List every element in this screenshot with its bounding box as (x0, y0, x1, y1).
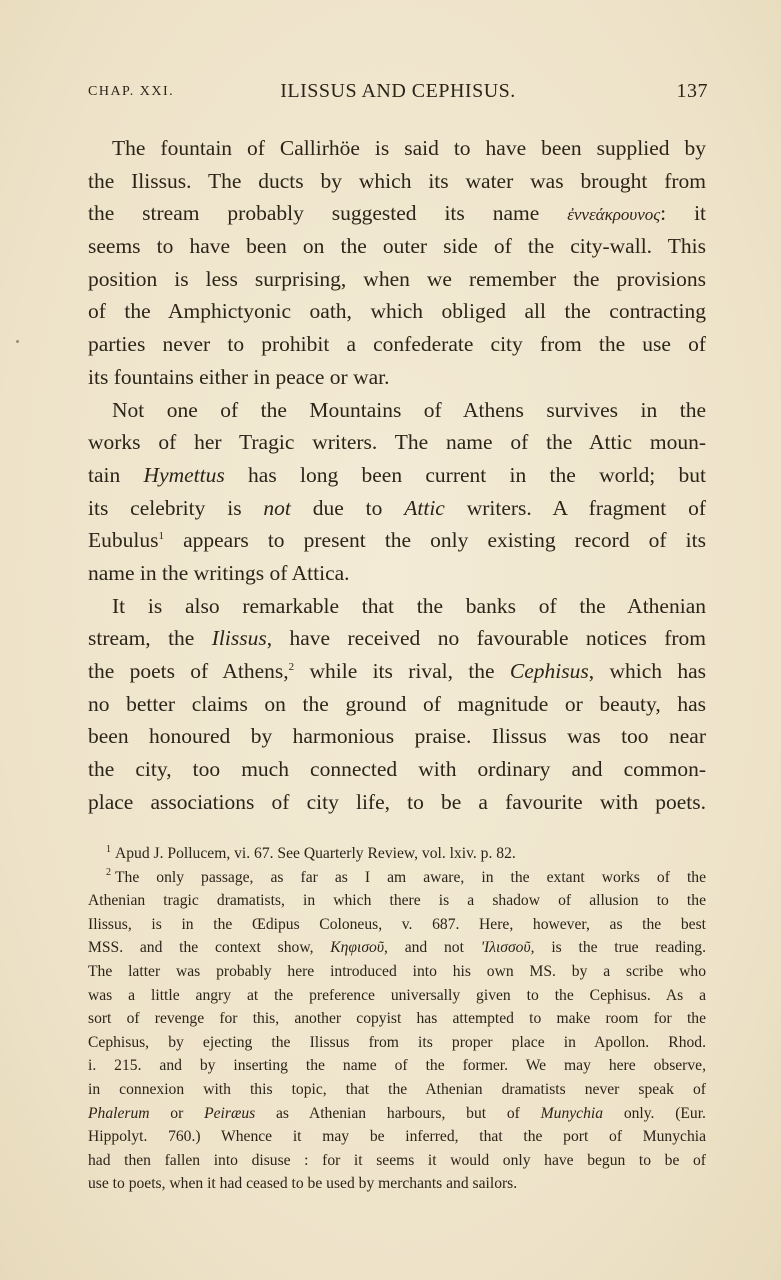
text-line: of the Amphictyonic oath, which obliged all the contracting (88, 299, 706, 324)
text-line: its fountains either in peace or war. (88, 364, 390, 389)
text-line: the stream probably suggested its name ἐννεάκρουνος: it (88, 201, 707, 226)
text-line: Not one of the Mountains of Athens survives in the (112, 397, 706, 422)
footnote-line: Cephisus, by ejecting the Ilissus from its proper place in Apollon. Rhod. (88, 1033, 706, 1051)
text-line: works of her Tragic writers. The name of the Attic moun- (88, 430, 706, 455)
footnote-ref: 1 (158, 530, 164, 543)
text-line: the city, too much connected with ordinary and common- (88, 757, 706, 782)
text-line: position is less surprising, when we remember the provisions (88, 266, 706, 291)
footnote-line: Ilissus, is in the Œdipus Coloneus, v. 687. Here, however, as the best (88, 915, 706, 933)
text-line: place associations of city life, to be a favourite with poets. (88, 789, 706, 814)
footnote-1: $^1$ Apud J. Pollucem, vi. 67. See Quarterly Review, vol. lxiv. p. 82. (106, 843, 516, 862)
text-line: the poets of Athens,$^2$ while its rival, the Cephisus, which has (88, 659, 706, 683)
footnote-line: use to poets, when it had ceased to be used by merchants and sailors. (88, 1175, 518, 1193)
running-head (88, 80, 708, 106)
footnote-line: Phalerum or Peiræus as Athenian harbours, but of Munychia only. (Eur. (88, 1104, 706, 1122)
footnote-line: i. 215. and by inserting the name of the former. We may here observe, (88, 1057, 706, 1075)
text-line: seems to have been on the outer side of the city-wall. This (88, 234, 706, 259)
footnote-line: MSS. and the context show, Κηφισοῦ, and not 'Ιλισσοῦ, is the true reading. (88, 939, 706, 957)
text-line: been honoured by harmonious praise. Ilissus was too near (88, 724, 706, 749)
footnote-2: $^2$ The only passage, as far as I am aware, in the extant works of the (106, 867, 706, 886)
footnote-line: in connexion with this topic, that the Athenian dramatists never speak of (88, 1080, 706, 1098)
text-line: parties never to prohibit a confederate city from the use of (88, 332, 706, 357)
running-title: ILISSUS AND CEPHISUS. (280, 80, 516, 102)
chapter-label: CHAP. XXI. (88, 84, 175, 99)
text-line: name in the writings of Attica. (88, 560, 350, 585)
page-number: 137 (676, 80, 708, 102)
footnote-line: was a little angry at the preference universally given to the Cephisus. As a (88, 986, 706, 1004)
text-line: its celebrity is not due to Attic writers. A fragment of (88, 495, 707, 520)
footnote-ref: 2 (288, 660, 295, 673)
text-line: tain Hymettus has long been current in the world; but (88, 462, 707, 487)
footnote-line: had then fallen into disuse : for it seems it would only have begun to be of (88, 1151, 706, 1169)
footnote-line: Athenian tragic dramatists, in which there is a shadow of allusion to the (88, 892, 706, 910)
text-line: The fountain of Callirhöe is said to have been supplied by (112, 136, 706, 160)
footnote-line: sort of revenge for this, another copyist has attempted to make room for the (88, 1010, 706, 1028)
footnotes (88, 842, 706, 1196)
main-text (88, 132, 706, 818)
text-line: the Ilissus. The ducts by which its water was brought from (88, 168, 706, 193)
footnote-line: Hippolyt. 760.) Whence it may be inferred, that the port of Munychia (88, 1128, 706, 1146)
text-line: Eubulus$^1$ appears to present the only existing record of its (88, 528, 706, 553)
text-line: stream, the Ilissus, have received no favourable notices from (88, 626, 707, 651)
text-line: no better claims on the ground of magnitude or beauty, has (88, 691, 706, 716)
text-line: It is also remarkable that the banks of the Athenian (112, 593, 706, 618)
paper-speck (16, 340, 19, 343)
footnote-line: The latter was probably here introduced into his own MS. by a scribe who (88, 962, 706, 980)
